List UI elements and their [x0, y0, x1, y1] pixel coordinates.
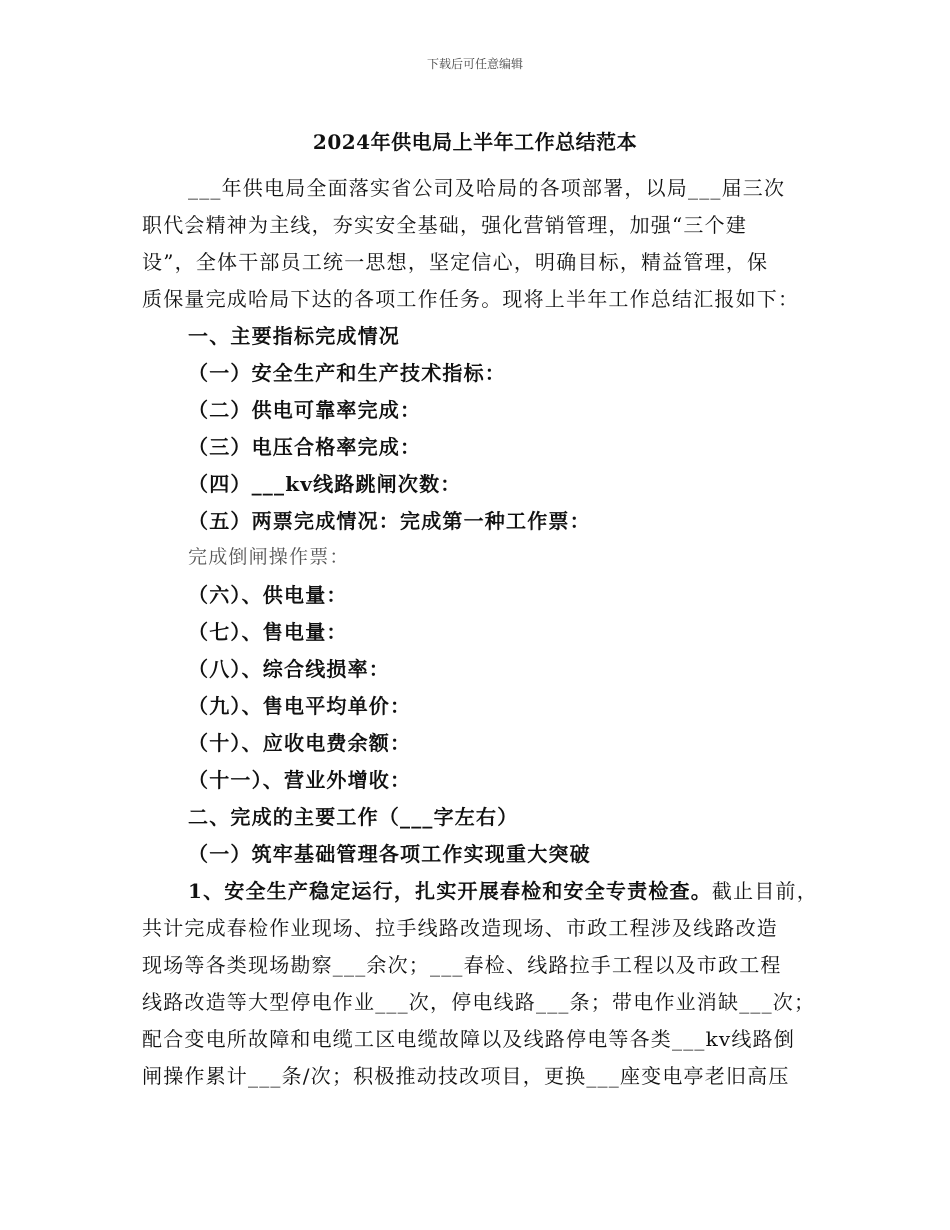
body-line: （五）两票完成情况：完成第一种工作票： [188, 509, 591, 533]
page-header: 下载后可任意编辑 [426, 57, 523, 71]
body-line: 1、安全生产稳定运行，扎实开展春检和安全专责检查。截止目前， [188, 879, 818, 903]
body-line: （十一）、营业外增收： [188, 768, 412, 792]
body-line: 完成倒闸操作票： [188, 546, 350, 568]
body-line: 现场等各类现场勘察___余次；___春检、线路拉手工程以及市政工程 [142, 953, 782, 977]
body-line: 线路改造等大型停电作业___次，停电线路___条；带电作业消缺___次； [142, 990, 816, 1014]
body-line: 一、主要指标完成情况 [188, 324, 400, 348]
body-line: 职代会精神为主线，夯实安全基础，强化营销管理，加强“三个建 [142, 213, 748, 237]
body-line: （九）、售电平均单价： [188, 694, 412, 718]
body-line: ___年供电局全面落实省公司及哈局的各项部署，以局___届三次 [188, 176, 786, 200]
body-line: 闸操作累计___条/次；积极推动技改项目，更换___座变电亭老旧高压 [142, 1064, 790, 1088]
body-line: 二、完成的主要工作（___字左右） [188, 805, 519, 829]
body-line: （一）筑牢基础管理各项工作实现重大突破 [188, 842, 591, 866]
body-line: 共计完成春检作业现场、拉手线路改造现场、市政工程涉及线路改造 [142, 916, 778, 940]
body-line: （七）、售电量： [188, 620, 348, 644]
body-line: 设”，全体干部员工统一思想，坚定信心，明确目标，精益管理，保 [142, 250, 769, 274]
document-title: 2024年供电局上半年工作总结范本 [312, 130, 638, 154]
body-line: （二）供电可靠率完成： [188, 398, 422, 422]
body-line: （四）___kv线路跳闸次数： [188, 472, 462, 496]
body-line: （一）安全生产和生产技术指标： [188, 361, 506, 385]
body-line: （八）、综合线损率： [188, 657, 390, 681]
body-line: （三）电压合格率完成： [188, 435, 422, 459]
body-line: （六）、供电量： [188, 583, 348, 607]
body-line: （十）、应收电费余额： [188, 731, 412, 755]
body-line: 配合变电所故障和电缆工区电缆故障以及线路停电等各类___kv线路倒 [142, 1027, 796, 1051]
body-line: 质保量完成哈局下达的各项工作任务。现将上半年工作总结汇报如下： [142, 287, 800, 311]
